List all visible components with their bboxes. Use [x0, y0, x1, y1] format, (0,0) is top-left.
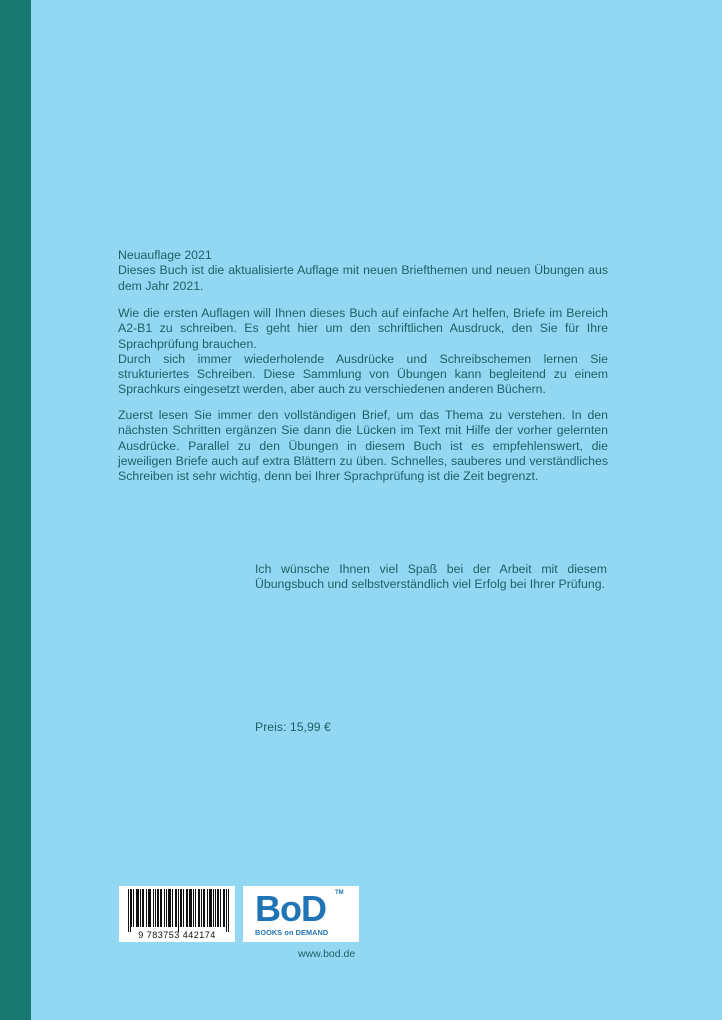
barcode-bar: [170, 889, 171, 927]
instructions-paragraph: Zuerst lesen Sie immer den vollständigen Brief, um das Thema zu verstehen. In den nächsten Schritten ergänzen Sie dann die Lücken im Text mit Hilfe der vorher gelernten Ausdrücke. Parallel zu den Übungen in diesem Buch ist es empfehlenswert, die jeweiligen Briefe auch auf extra Blättern zu üben. Schnelles, sauberes und verständliches Schreiben ist sehr wichtig, denn bei Ihrer Sprachprüfung ist die Zeit begrenzt.: [118, 408, 608, 484]
instructions-section: [118, 408, 608, 484]
barcode-bar: [140, 889, 141, 927]
description-paragraph-2: Durch sich immer wiederholende Ausdrücke und Schreibschemen lernen Sie strukturiertes Schreiben. Diese Sammlung von Übungen kann begleitend zu einem Sprachkurs eingesetzt werden, aber auch zu verschiedenen anderen Büchern.: [118, 351, 608, 397]
barcode-bar: [142, 889, 143, 927]
barcode-bar: [209, 889, 210, 927]
barcode-bar: [217, 889, 218, 927]
barcode-bar: [143, 889, 144, 927]
barcode-bar: [181, 889, 182, 927]
intro-section: [118, 248, 608, 294]
barcode-bar: [193, 889, 194, 927]
barcode-bar: [199, 889, 200, 927]
barcode-bar: [153, 889, 154, 927]
barcode-bar: [138, 889, 139, 927]
publisher-website-link[interactable]: www.bod.de: [298, 948, 356, 960]
bod-logo: BoD: [255, 888, 326, 929]
barcode-bar: [176, 889, 177, 927]
barcode-bar: [226, 889, 227, 932]
barcode-bar: [155, 889, 156, 927]
barcode-bar: [136, 889, 137, 927]
publisher-logo-box: [243, 886, 359, 942]
barcode-bar: [187, 889, 188, 927]
intro-text: Dieses Buch ist die aktualisierte Auflage mit neuen Briefthemen und neuen Übungen aus dem Jahr 2021.: [118, 263, 608, 293]
barcode-bar: [215, 889, 216, 927]
barcode-bar: [150, 889, 151, 927]
barcode-bar: [133, 889, 134, 927]
trademark-mark: TM: [335, 890, 344, 896]
barcode-bar: [211, 889, 212, 927]
barcode-bar: [166, 889, 167, 927]
description-paragraph-1: Wie die ersten Auflagen will Ihnen dieses Buch auf einfache Art helfen, Briefe im Bereich A2-B1 zu schreiben. Es geht hier um den schriftlichen Ausdruck, den Sie für Ihre Sprachprüfung brauchen.: [118, 306, 608, 351]
barcode-bar: [169, 889, 170, 927]
barcode: [119, 886, 235, 942]
barcode-bar: [157, 889, 158, 927]
barcode-bar: [146, 889, 147, 927]
isbn-digits: 9 783753 442174: [138, 930, 216, 940]
barcode-bar: [172, 889, 173, 927]
price-label: Preis: 15,99 €: [255, 720, 331, 734]
description-section: [118, 306, 608, 398]
barcode-bar: [218, 889, 219, 927]
barcode-bar: [190, 889, 191, 927]
barcode-bar: [191, 889, 192, 927]
barcode-bar: [207, 889, 208, 927]
barcode-bar: [210, 889, 211, 927]
barcode-bar: [180, 889, 181, 927]
barcode-bar: [148, 889, 149, 927]
barcode-bar: [158, 889, 159, 927]
barcode-bar: [223, 889, 224, 927]
barcode-bar: [164, 889, 165, 927]
barcode-bar: [213, 889, 214, 927]
barcode-bar: [220, 889, 221, 927]
barcode-bar: [178, 889, 179, 932]
barcode-bar: [195, 889, 196, 927]
greeting-text: Ich wünsche Ihnen viel Spaß bei der Arbeit mit diesem Übungsbuch und selbstverständlich viel Erfolg bei Ihrer Prüfung.: [255, 562, 607, 592]
barcode-bar: [175, 889, 176, 927]
barcode-bar: [228, 889, 229, 932]
barcode-bar: [189, 889, 190, 927]
barcode-bar: [160, 889, 161, 927]
barcode-bar: [149, 889, 150, 927]
barcode-bar: [198, 889, 199, 927]
book-spine: [0, 0, 31, 1020]
barcode-bar: [186, 889, 187, 927]
edition-label: Neuauflage 2021: [118, 248, 212, 262]
barcode-bar: [130, 889, 131, 932]
barcode-bar: [161, 889, 162, 927]
barcode-bar: [201, 889, 202, 927]
barcode-bar: [203, 889, 204, 927]
barcode-bar: [168, 889, 169, 927]
barcode-bar: [224, 889, 225, 927]
publisher-tagline: BOOKS on DEMAND: [255, 928, 329, 937]
back-cover: [31, 0, 722, 1020]
barcode-bar: [183, 889, 184, 927]
barcode-bar: [137, 889, 138, 927]
barcode-bars: [119, 886, 235, 932]
barcode-bar: [128, 889, 129, 932]
barcode-bar: [204, 889, 205, 927]
barcode-bar: [131, 889, 132, 927]
